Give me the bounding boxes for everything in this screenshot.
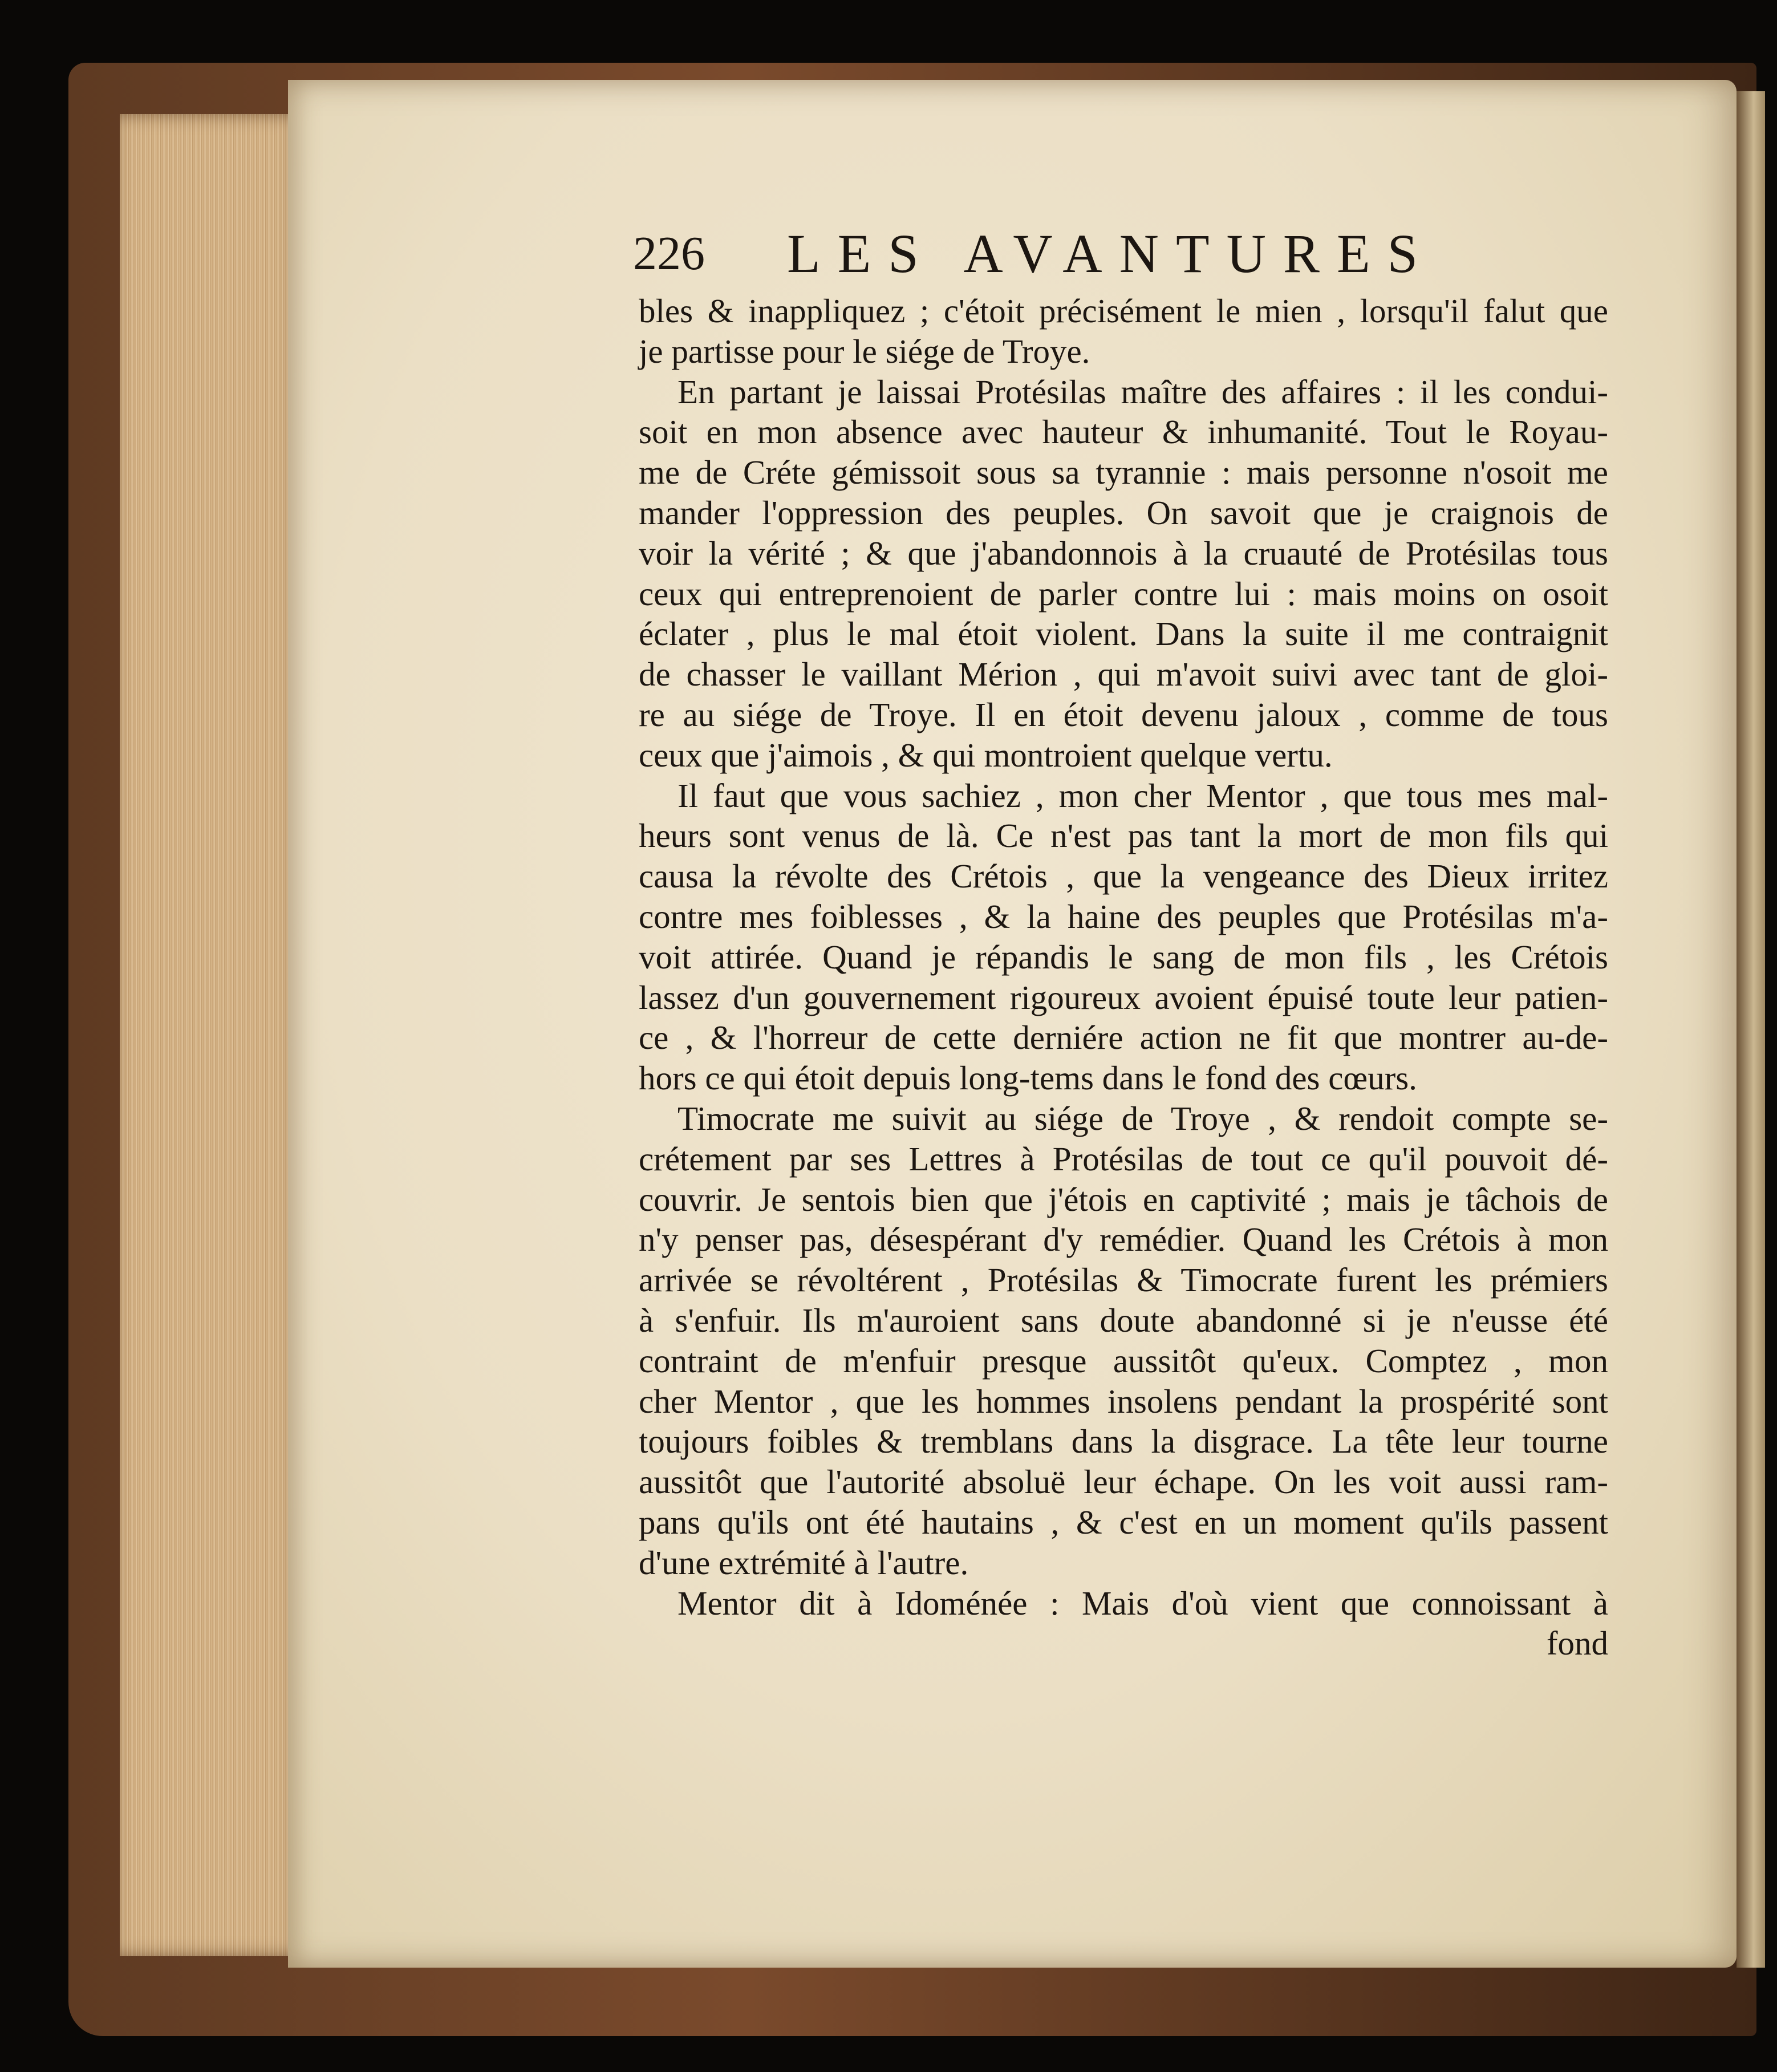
catchword: fond (1546, 1624, 1608, 1663)
text-line: Il faut que vous sachiez , mon cher Mentor , que tous mes mal- (677, 776, 1608, 814)
text-line: ceux qui entreprenoient de parler contre lui : mais moins on osoit (639, 574, 1608, 613)
text-line: Timocrate me suivit au siége de Troye , & rendoit compte se- (677, 1099, 1608, 1137)
text-line: contraint de m'enfuir presque aussitôt qu'eux. Comptez , mon (639, 1341, 1608, 1380)
text-line: mander l'oppression des peuples. On savoit que je craignois de (639, 493, 1608, 532)
text-line: re au siége de Troye. Il en étoit devenu jaloux , comme de tous (639, 695, 1608, 733)
running-title: LES AVANTURES (787, 223, 1435, 284)
text-line: n'y penser pas, désespérant d'y remédier. Quand les Crétois à mon (639, 1221, 1608, 1259)
text-line: En partant je laissai Protésilas maître des affaires : il les condui- (677, 372, 1608, 411)
text-line: aussitôt que l'autorité absoluë leur échape. On les voit aussi ram- (639, 1463, 1608, 1501)
text-line: ce , & l'horreur de cette derniére action ne fit que montrer au-de- (639, 1019, 1608, 1057)
text-line: causa la révolte des Crétois , que la vengeance des Dieux irritez (639, 857, 1608, 895)
body-text (639, 291, 1608, 1664)
page-edges (120, 114, 302, 1956)
text-line: voit attirée. Quand je répandis le sang de mon fils , les Crétois (639, 938, 1608, 976)
text-line: ceux que j'aimois , & qui montroient quelque vertu. (639, 736, 1333, 774)
text-line: cher Mentor , que les hommes insolens pendant la prospérité sont (639, 1382, 1608, 1420)
adjacent-page-edge (1737, 91, 1765, 1968)
text-line: arrivée se révoltérent , Protésilas & Timocrate furent les prémiers (639, 1261, 1608, 1299)
text-line: Mentor dit à Idoménée : Mais d'où vient que connoissant à (677, 1584, 1608, 1622)
text-line: soit en mon absence avec hauteur & inhumanité. Tout le Royau- (639, 413, 1608, 451)
text-line: d'une extrémité à l'autre. (639, 1543, 969, 1582)
text-line: à s'enfuir. Ils m'auroient sans doute abandonné si je n'eusse été (639, 1301, 1608, 1339)
text-line: contre mes foiblesses , & la haine des peuples que Protésilas m'a- (639, 897, 1608, 935)
text-line: pans qu'ils ont été hautains , & c'est en un moment qu'ils passent (639, 1503, 1608, 1541)
text-line: bles & inappliquez ; c'étoit précisément le mien , lorsqu'il falut que (639, 292, 1608, 330)
page-header (633, 220, 1471, 288)
text-line: lassez d'un gouvernement rigoureux avoient épuisé toute leur patien- (639, 978, 1608, 1016)
text-line: crétement par ses Lettres à Protésilas de tout ce qu'il pouvoit dé- (639, 1140, 1608, 1178)
text-line: toujours foibles & tremblans dans la disgrace. La tête leur tourne (639, 1422, 1608, 1461)
text-line: hors ce qui étoit depuis long-tems dans le fond des cœurs. (639, 1059, 1417, 1097)
text-line: éclater , plus le mal étoit violent. Dans la suite il me contraignit (639, 615, 1608, 653)
text-line: voir la vérité ; & que j'abandonnois à la cruauté de Protésilas tous (639, 534, 1608, 572)
text-line: heurs sont venus de là. Ce n'est pas tant la mort de mon fils qui (639, 817, 1608, 855)
text-line: me de Créte gémissoit sous sa tyrannie : mais personne n'osoit me (639, 453, 1608, 492)
text-line: couvrir. Je sentois bien que j'étois en captivité ; mais je tâchois de (639, 1180, 1608, 1218)
text-line: de chasser le vaillant Mérion , qui m'avoit suivi avec tant de gloi- (639, 655, 1608, 694)
text-line: je partisse pour le siége de Troye. (639, 332, 1090, 370)
page-number: 226 (633, 227, 705, 280)
